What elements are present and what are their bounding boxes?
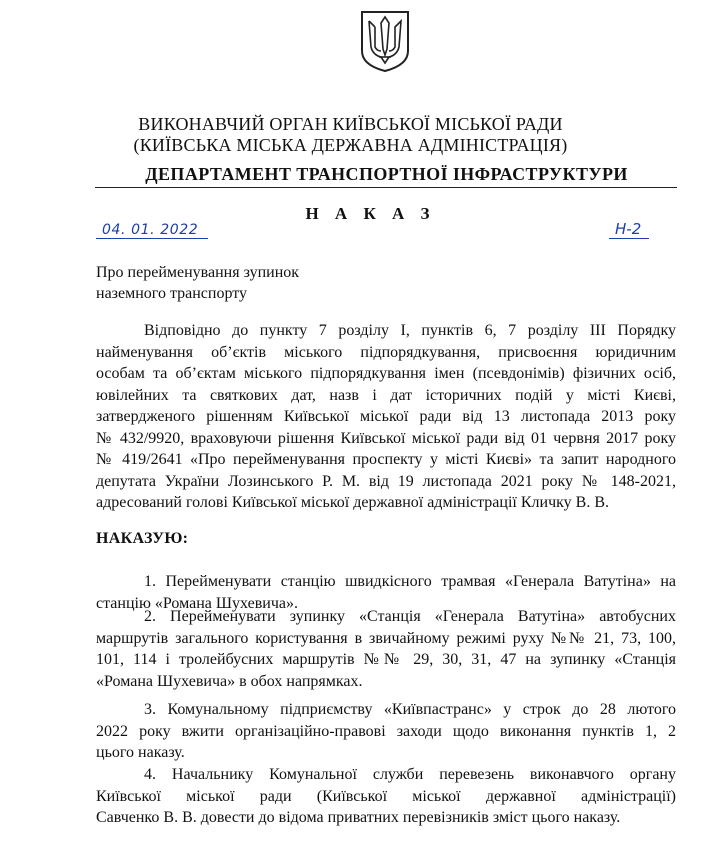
document-type-title: Н А К А З [305,204,436,223]
org-name-line2: (КИЇВСЬКА МІСЬКА ДЕРЖАВНА АДМІНІСТРАЦІЯ) [133,135,568,155]
paragraph-line: станцію «Романа Шухевича». [96,594,298,612]
paragraph-line: 101, 114 і тролейбусних маршрутів №№ 29, 30, 31, 47 на зупинку «Станція [96,651,676,668]
paragraph-line: затвердженого рішенням Київської міської ради від 13 листопада 2013 року [96,408,676,425]
paragraph-line: № 419/2641 «Про перейменування проспекту у місті Києві» та запит народного [96,451,676,468]
order-heading: НАКАЗУЮ: [96,530,189,547]
paragraph-line: Київської міської ради (Київської міської державної адміністрації) [96,787,676,805]
paragraph-line: адресований голові Київської міської державної адміністрації Кличку В. В. [96,494,610,511]
department-name: ДЕПАРТАМЕНТ ТРАНСПОРТНОЇ ІНФРАСТРУКТУРИ [145,164,628,184]
paragraph-line: 4. Начальнику Комунальної служби перевезень виконавчого органу [144,766,676,783]
paragraph-line: Савченко В. В. довести до відома приватних перевізників зміст цього наказу. [96,809,621,826]
paragraph-line: цього наказу. [96,744,185,761]
paragraph-line: Відповідно до пункту 7 розділу I, пунктів 6, 7 розділу III Порядку [144,322,676,339]
trident-coat-of-arms-icon [359,9,411,73]
order-item-2 [96,606,676,692]
subject-line: Про перейменування зупинок [96,264,300,281]
handwritten-date: 04. 01. 2022 [96,222,208,239]
paragraph-line: 2. Перейменувати зупинку «Станція «Генерала Ватутіна» автобусних [144,608,676,625]
paragraph-line: маршрутів загального користування в звичайному режимі руху №№ 21, 73, 100, [96,629,676,647]
paragraph-line: «Романа Шухевича» в обох напрямках. [96,672,363,690]
paragraph-line: № 432/9920, враховуючи рішення Київської міської ради від 01 червня 2017 року [96,429,676,447]
paragraph-line: депутата України Лозинського Р. М. від 19 листопада 2021 року № 148-2021, [96,472,676,490]
handwritten-number: Н-2 [609,220,649,239]
document-subject [96,262,299,304]
paragraph-line: ювілейних та святкових дат, назв і дат історичних подій у місті Києві, [96,386,676,404]
paragraph-line: особам та об’єктам міського підпорядкування імен (псевдонімів) фізичних осіб, [96,365,676,382]
preamble-paragraph [96,320,676,514]
paragraph-line: 3. Комунальному підприємству «Київпастранс» у строк до 28 лютого [144,701,676,718]
order-item-3 [96,699,676,764]
order-item-4 [96,764,676,829]
subject-line: наземного транспорту [96,285,248,302]
paragraph-line: найменування об’єктів міського підпорядкування, присвоєння юридичним [96,343,676,361]
paragraph-line: 2022 року вжити організаційно-правові заходи щодо виконання пунктів 1, 2 [96,722,676,740]
paragraph-line: 1. Перейменувати станцію швидкісного трамвая «Генерала Ватутіна» на [144,573,676,590]
header-divider [95,187,677,188]
org-name-line1: ВИКОНАВЧИЙ ОРГАН КИЇВСЬКОЇ МІСЬКОЇ РАДИ [138,114,563,134]
